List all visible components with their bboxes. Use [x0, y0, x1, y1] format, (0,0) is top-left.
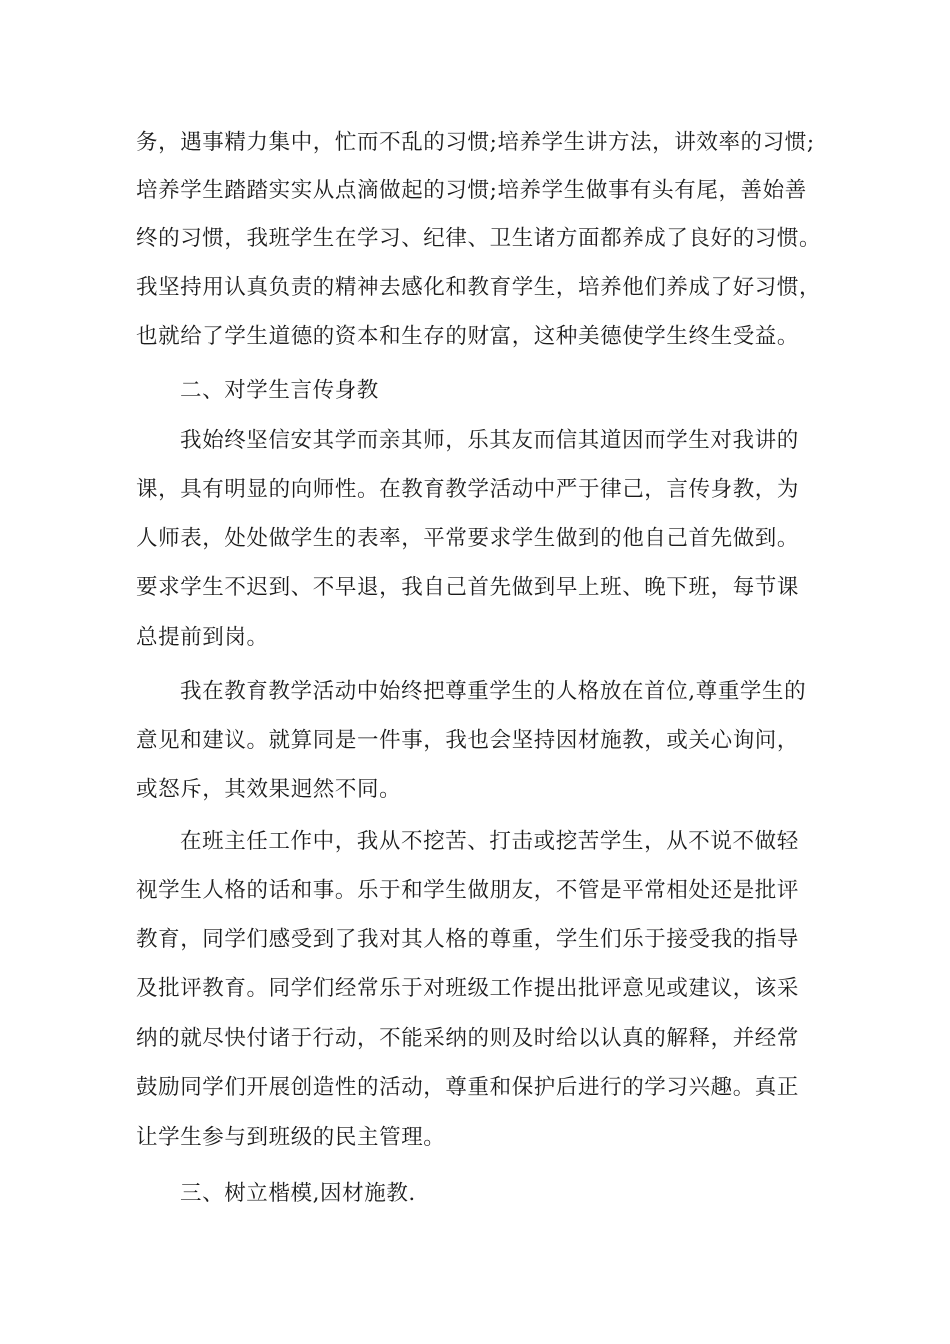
text-line: 鼓励同学们开展创造性的活动，尊重和保护后进行的学习兴趣。真正	[136, 1075, 800, 1100]
text-line: 视学生人格的话和事。乐于和学生做朋友，不管是平常相处还是批评	[136, 878, 800, 903]
text-line: 纳的就尽快付诸于行动，不能采纳的则及时给以认真的解释，并经常	[136, 1026, 800, 1051]
text-line: 教育，同学们感受到了我对其人格的尊重，学生们乐于接受我的指导	[136, 927, 800, 952]
text-line: 要求学生不迟到、不早退，我自己首先做到早上班、晚下班，每节课	[136, 575, 800, 600]
text-line: 或怒斥，其效果迥然不同。	[136, 777, 402, 802]
text-line: 我始终坚信安其学而亲其师，乐其友而信其道因而学生对我讲的	[180, 428, 799, 453]
text-line: 及批评教育。同学们经常乐于对班级工作提出批评意见或建议，该采	[136, 976, 800, 1001]
section-heading: 二、对学生言传身教	[180, 378, 379, 403]
text-line: 我坚持用认真负责的精神去感化和教育学生，培养他们养成了好习惯，	[136, 275, 822, 300]
text-line: 培养学生踏踏实实从点滴做起的习惯;培养学生做事有头有尾，善始善	[136, 178, 807, 203]
text-line: 总提前到岗。	[136, 625, 269, 650]
text-line: 终的习惯，我班学生在学习、纪律、卫生诸方面都养成了良好的习惯。	[136, 226, 822, 251]
text-line: 也就给了学生道德的资本和生存的财富，这种美德使学生终生受益。	[136, 324, 800, 349]
text-line: 在班主任工作中，我从不挖苦、打击或挖苦学生，从不说不做轻	[180, 829, 799, 854]
text-line: 让学生参与到班级的民主管理。	[136, 1125, 446, 1150]
text-line: 务，遇事精力集中，忙而不乱的习惯;培养学生讲方法，讲效率的习惯;	[136, 130, 815, 155]
text-line: 人师表，处处做学生的表率，平常要求学生做到的他自己首先做到。	[136, 526, 800, 551]
text-line: 意见和建议。就算同是一件事，我也会坚持因材施教，或关心询问，	[136, 728, 800, 753]
text-line: 课，具有明显的向师性。在教育教学活动中严于律己，言传身教，为	[136, 477, 800, 502]
text-line: 我在教育教学活动中始终把尊重学生的人格放在首位,尊重学生的	[180, 679, 807, 704]
section-heading: 三、树立楷模,因材施教.	[180, 1181, 416, 1206]
